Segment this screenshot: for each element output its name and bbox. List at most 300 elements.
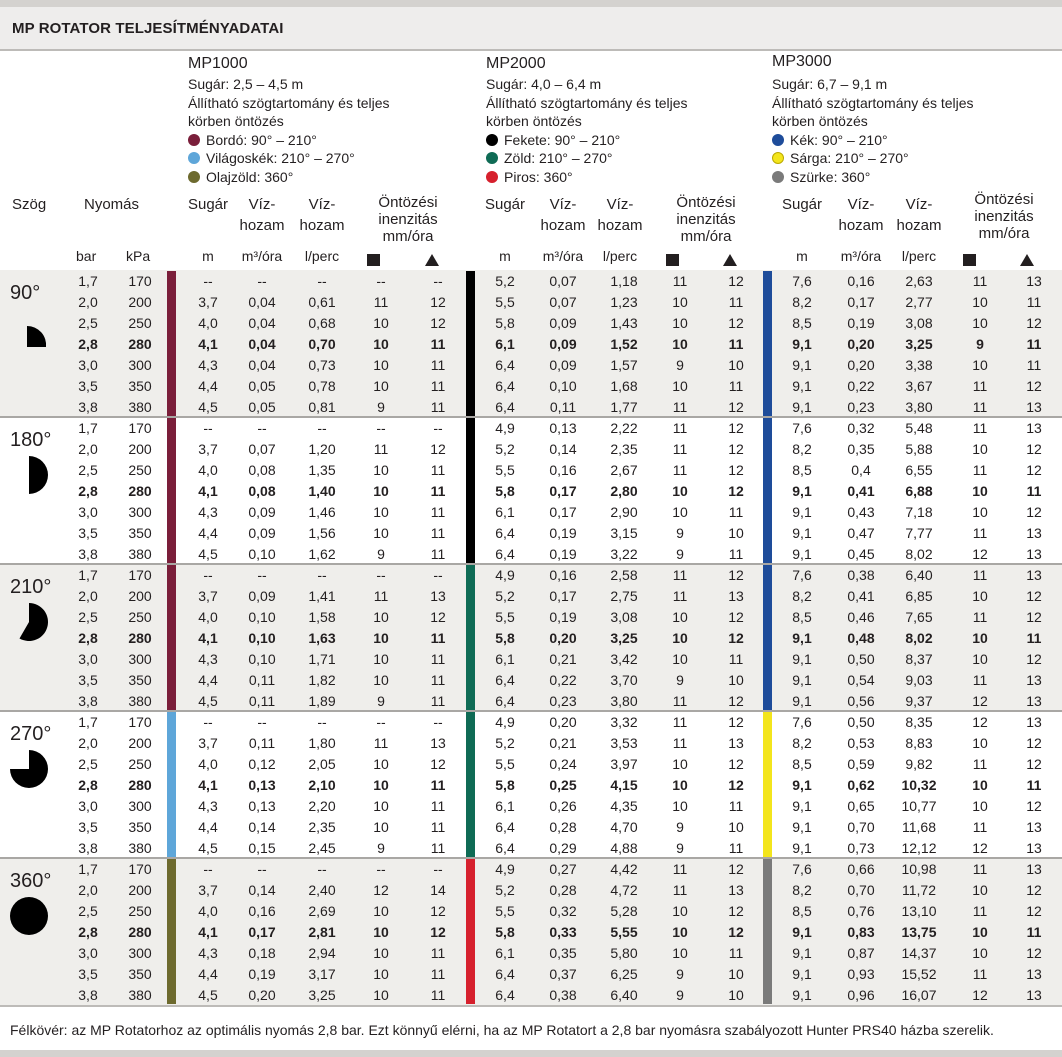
table-cell: 300 xyxy=(128,504,152,520)
table-cell: 4,1 xyxy=(198,336,218,352)
table-cell: 3,42 xyxy=(610,651,638,667)
table-cell: 10 xyxy=(672,651,688,667)
table-cell: 2,8 xyxy=(78,630,98,646)
table-cell: 11 xyxy=(972,861,988,877)
table-cell: -- xyxy=(257,861,267,877)
table-cell: 0,07 xyxy=(549,294,577,310)
nozzle-legend-item xyxy=(486,149,688,168)
table-cell: 0,19 xyxy=(549,525,577,541)
table-cell: 8,5 xyxy=(792,756,812,772)
table-cell: 0,17 xyxy=(549,504,577,520)
table-cell: 0,14 xyxy=(549,441,577,457)
table-cell: 11 xyxy=(430,483,446,499)
table-cell: 10 xyxy=(672,777,688,793)
spray-angle-180-icon xyxy=(9,455,49,495)
table-cell: 4,9 xyxy=(495,420,515,436)
table-cell: 11 xyxy=(672,735,688,751)
table-cell: -- xyxy=(433,861,443,877)
table-cell: 0,17 xyxy=(248,924,276,940)
table-cell: 1,20 xyxy=(308,441,336,457)
table-cell: 10 xyxy=(373,462,389,478)
table-cell: 3,5 xyxy=(78,819,98,835)
table-cell: 10,98 xyxy=(901,861,937,877)
table-cell: 1,41 xyxy=(308,588,336,604)
table-cell: 12,12 xyxy=(901,840,937,856)
header-flow-m3h: Víz- xyxy=(248,196,276,213)
table-cell: 11 xyxy=(430,987,446,1003)
table-cell: 3,08 xyxy=(905,315,933,331)
table-cell: 6,55 xyxy=(905,462,933,478)
table-cell: 12 xyxy=(430,294,446,310)
table-cell: 11 xyxy=(430,546,446,562)
nozzle-legend-item xyxy=(772,131,974,150)
table-cell: 12 xyxy=(430,756,446,772)
table-cell: 6,4 xyxy=(495,378,515,394)
table-cell: 12 xyxy=(1026,756,1042,772)
table-cell: 0,20 xyxy=(248,987,276,1003)
table-cell: 4,5 xyxy=(198,546,218,562)
table-cell: 170 xyxy=(128,420,152,436)
table-cell: 0,09 xyxy=(248,504,276,520)
nozzle-color-bar xyxy=(466,418,475,563)
table-cell: 13 xyxy=(1026,672,1042,688)
table-cell: 10 xyxy=(373,315,389,331)
table-cell: 13 xyxy=(1026,399,1042,415)
table-cell: 4,9 xyxy=(495,861,515,877)
nozzle-color-bar xyxy=(466,712,475,857)
table-cell: 1,7 xyxy=(78,420,98,436)
top-decor-bar xyxy=(0,0,1062,7)
table-cell: 0,10 xyxy=(248,546,276,562)
color-dot-icon xyxy=(486,171,498,183)
table-cell: 10 xyxy=(373,819,389,835)
table-cell: 9 xyxy=(377,546,385,562)
table-cell: 9,1 xyxy=(792,357,812,373)
table-cell: 3,53 xyxy=(610,735,638,751)
angle-label: 180° xyxy=(10,429,52,451)
table-cell: 11 xyxy=(972,462,988,478)
table-cell: 0,46 xyxy=(847,609,875,625)
table-cell: 10 xyxy=(672,924,688,940)
table-cell: 11 xyxy=(728,546,744,562)
table-cell: 10 xyxy=(728,357,744,373)
table-cell: 3,32 xyxy=(610,714,638,730)
table-cell: 12 xyxy=(972,693,988,709)
triangle-spacing-icon xyxy=(723,254,737,266)
table-cell: 0,10 xyxy=(248,609,276,625)
table-cell: 4,4 xyxy=(198,525,218,541)
table-cell: 13 xyxy=(1026,987,1042,1003)
table-cell: 0,11 xyxy=(248,735,276,751)
table-cell: 10,32 xyxy=(901,777,937,793)
unit-m: m xyxy=(499,248,511,264)
table-cell: 6,1 xyxy=(495,336,515,352)
table-cell: 3,5 xyxy=(78,672,98,688)
table-cell: 9 xyxy=(377,840,385,856)
table-cell: 8,2 xyxy=(792,882,812,898)
table-cell: 5,55 xyxy=(610,924,638,940)
table-cell: 13 xyxy=(430,735,446,751)
table-cell: 0,18 xyxy=(248,945,276,961)
nozzle-legend-item xyxy=(188,131,390,150)
table-cell: 10 xyxy=(728,525,744,541)
table-cell: 6,25 xyxy=(610,966,638,982)
table-cell: 280 xyxy=(128,336,152,352)
table-cell: 7,65 xyxy=(905,609,933,625)
table-cell: 8,2 xyxy=(792,735,812,751)
table-cell: 10 xyxy=(373,525,389,541)
table-cell: 7,6 xyxy=(792,420,812,436)
angle-label: 270° xyxy=(10,723,52,745)
table-cell: 0,17 xyxy=(549,483,577,499)
table-cell: 0,62 xyxy=(847,777,875,793)
table-cell: 1,57 xyxy=(610,357,638,373)
table-cell: 0,09 xyxy=(248,525,276,541)
table-cell: 0,73 xyxy=(847,840,875,856)
table-cell: 8,37 xyxy=(905,651,933,667)
model-radius: Sugár: 4,0 – 6,4 m xyxy=(486,76,602,92)
header-flow-lpm: hozam xyxy=(597,217,643,234)
table-cell: -- xyxy=(317,861,327,877)
table-cell: 0,50 xyxy=(847,714,875,730)
unit-lpm: l/perc xyxy=(304,248,340,264)
table-cell: 8,2 xyxy=(792,588,812,604)
table-cell: 380 xyxy=(128,399,152,415)
table-cell: 10,77 xyxy=(901,798,937,814)
table-cell: 0,13 xyxy=(549,420,577,436)
table-cell: 12 xyxy=(728,903,744,919)
table-cell: 11 xyxy=(672,588,688,604)
table-cell: 4,88 xyxy=(610,840,638,856)
nozzle-color-bar xyxy=(763,565,772,710)
table-cell: 10 xyxy=(373,357,389,373)
table-cell: 12 xyxy=(1026,798,1042,814)
color-dot-icon xyxy=(486,152,498,164)
table-cell: 10 xyxy=(672,798,688,814)
table-cell: 1,46 xyxy=(308,504,336,520)
color-dot-icon xyxy=(188,134,200,146)
table-cell: 11 xyxy=(430,777,446,793)
table-cell: 5,5 xyxy=(495,756,515,772)
table-cell: 2,5 xyxy=(78,462,98,478)
table-cell: -- xyxy=(433,273,443,289)
table-cell: 9,1 xyxy=(792,399,812,415)
table-cell: 6,1 xyxy=(495,945,515,961)
table-cell: 4,1 xyxy=(198,777,218,793)
table-cell: 11 xyxy=(972,609,988,625)
table-cell: 5,8 xyxy=(495,777,515,793)
table-cell: 11 xyxy=(430,525,446,541)
table-cell: 9,1 xyxy=(792,336,812,352)
table-cell: -- xyxy=(433,420,443,436)
table-cell: 12 xyxy=(972,546,988,562)
table-cell: 10 xyxy=(373,777,389,793)
table-cell: 16,07 xyxy=(901,987,937,1003)
table-cell: 3,8 xyxy=(78,987,98,1003)
table-cell: 9,1 xyxy=(792,945,812,961)
table-cell: 0,05 xyxy=(248,378,276,394)
table-cell: 14,37 xyxy=(901,945,937,961)
table-cell: 1,7 xyxy=(78,567,98,583)
table-cell: 11 xyxy=(672,861,688,877)
table-cell: -- xyxy=(203,420,213,436)
table-cell: 0,61 xyxy=(308,294,336,310)
table-cell: 10 xyxy=(373,987,389,1003)
model-name: MP1000 xyxy=(188,55,248,72)
table-cell: 11 xyxy=(672,714,688,730)
table-cell: 0,08 xyxy=(248,483,276,499)
table-cell: -- xyxy=(203,861,213,877)
table-cell: 11 xyxy=(728,336,744,352)
table-cell: 9 xyxy=(676,525,684,541)
unit-m3h: m³/óra xyxy=(542,248,584,264)
header-radius: Sugár xyxy=(484,196,526,213)
table-cell: 0,37 xyxy=(549,966,577,982)
table-cell: 3,22 xyxy=(610,546,638,562)
table-cell: 12 xyxy=(1026,462,1042,478)
table-cell: 11 xyxy=(672,693,688,709)
table-cell: 4,3 xyxy=(198,504,218,520)
table-cell: -- xyxy=(257,273,267,289)
table-cell: 11 xyxy=(1026,336,1042,352)
table-cell: 2,0 xyxy=(78,294,98,310)
table-cell: 10 xyxy=(672,504,688,520)
table-cell: 10 xyxy=(728,966,744,982)
model-details xyxy=(772,75,974,186)
table-cell: 10 xyxy=(972,588,988,604)
table-cell: 0,13 xyxy=(248,798,276,814)
table-cell: 380 xyxy=(128,546,152,562)
table-cell: 9,1 xyxy=(792,672,812,688)
table-cell: 3,0 xyxy=(78,504,98,520)
table-cell: 2,8 xyxy=(78,336,98,352)
table-cell: 10 xyxy=(972,651,988,667)
table-cell: 2,5 xyxy=(78,903,98,919)
table-cell: 0,21 xyxy=(549,651,577,667)
table-cell: 5,80 xyxy=(610,945,638,961)
nozzle-color-bar xyxy=(763,418,772,563)
header-radius: Sugár xyxy=(781,196,823,213)
table-cell: 4,9 xyxy=(495,567,515,583)
table-cell: 1,58 xyxy=(308,609,336,625)
table-cell: 3,15 xyxy=(610,525,638,541)
table-cell: 250 xyxy=(128,462,152,478)
table-cell: 12 xyxy=(728,693,744,709)
nozzle-legend-item xyxy=(486,131,688,150)
table-cell: 11 xyxy=(430,798,446,814)
table-cell: 0,23 xyxy=(847,399,875,415)
table-cell: 250 xyxy=(128,756,152,772)
table-cell: 0,11 xyxy=(549,399,577,415)
table-cell: 170 xyxy=(128,714,152,730)
table-cell: 2,0 xyxy=(78,882,98,898)
table-cell: 10 xyxy=(972,777,988,793)
table-cell: 3,70 xyxy=(610,672,638,688)
table-cell: 0,96 xyxy=(847,987,875,1003)
table-cell: -- xyxy=(317,714,327,730)
table-cell: 4,1 xyxy=(198,630,218,646)
table-cell: 12 xyxy=(1026,504,1042,520)
table-cell: 11 xyxy=(672,399,688,415)
table-cell: 9 xyxy=(377,399,385,415)
table-cell: 1,35 xyxy=(308,462,336,478)
table-cell: 11 xyxy=(430,840,446,856)
table-cell: 10 xyxy=(672,294,688,310)
table-cell: 12 xyxy=(1026,903,1042,919)
table-cell: 6,40 xyxy=(905,567,933,583)
table-cell: 0,54 xyxy=(847,672,875,688)
table-cell: 0,45 xyxy=(847,546,875,562)
table-cell: 13 xyxy=(1026,525,1042,541)
table-cell: 2,63 xyxy=(905,273,933,289)
table-cell: 0,43 xyxy=(847,504,875,520)
table-cell: 0,17 xyxy=(847,294,875,310)
header-flow-m3h: Víz- xyxy=(847,196,875,213)
nozzle-legend-item xyxy=(188,168,390,187)
spray-angle-90-icon xyxy=(9,308,49,348)
table-cell: 13 xyxy=(1026,819,1042,835)
color-dot-icon xyxy=(772,171,784,183)
table-cell: 11 xyxy=(430,966,446,982)
table-cell: 5,2 xyxy=(495,441,515,457)
table-cell: 9,1 xyxy=(792,651,812,667)
table-cell: 1,23 xyxy=(610,294,638,310)
table-cell: 3,5 xyxy=(78,966,98,982)
table-cell: 2,90 xyxy=(610,504,638,520)
table-cell: 3,97 xyxy=(610,756,638,772)
table-cell: 9,1 xyxy=(792,693,812,709)
header-flow-lpm: Víz- xyxy=(905,196,933,213)
table-cell: 9,1 xyxy=(792,840,812,856)
nozzle-color-bar xyxy=(167,712,176,857)
table-cell: 12 xyxy=(1026,882,1042,898)
table-cell: 3,7 xyxy=(198,294,218,310)
model-radius: Sugár: 6,7 – 9,1 m xyxy=(772,76,888,92)
table-cell: 0,20 xyxy=(549,630,577,646)
table-cell: 5,8 xyxy=(495,630,515,646)
table-cell: 300 xyxy=(128,798,152,814)
table-cell: 5,8 xyxy=(495,483,515,499)
table-cell: 2,35 xyxy=(308,819,336,835)
table-cell: 0,4 xyxy=(851,462,871,478)
table-cell: 0,09 xyxy=(549,357,577,373)
table-cell: 6,1 xyxy=(495,651,515,667)
table-cell: 0,78 xyxy=(308,378,336,394)
nozzle-legend-item xyxy=(486,168,688,187)
table-cell: 0,19 xyxy=(549,546,577,562)
table-cell: 0,29 xyxy=(549,840,577,856)
table-cell: -- xyxy=(433,714,443,730)
table-cell: 12 xyxy=(728,315,744,331)
table-cell: 12 xyxy=(1026,735,1042,751)
model-radius: Sugár: 2,5 – 4,5 m xyxy=(188,76,304,92)
table-cell: 0,73 xyxy=(308,357,336,373)
table-cell: 200 xyxy=(128,294,152,310)
table-cell: 2,0 xyxy=(78,588,98,604)
table-cell: 8,5 xyxy=(792,903,812,919)
table-cell: -- xyxy=(317,273,327,289)
table-cell: 8,2 xyxy=(792,294,812,310)
table-cell: 6,1 xyxy=(495,798,515,814)
table-cell: 9,1 xyxy=(792,504,812,520)
nozzle-color-bar xyxy=(466,859,475,1004)
nozzle-label: Zöld: 210° – 270° xyxy=(504,150,613,166)
table-cell: 6,4 xyxy=(495,840,515,856)
table-cell: 4,15 xyxy=(610,777,638,793)
table-cell: 0,50 xyxy=(847,651,875,667)
table-cell: 11 xyxy=(373,588,389,604)
table-cell: 350 xyxy=(128,378,152,394)
unit-kpa: kPa xyxy=(126,248,151,264)
model-desc-line2: körben öntözés xyxy=(772,113,868,129)
table-cell: 3,25 xyxy=(905,336,933,352)
table-cell: 11,72 xyxy=(902,882,936,898)
table-cell: 0,32 xyxy=(847,420,875,436)
table-cell: 11 xyxy=(672,441,688,457)
table-cell: 300 xyxy=(128,945,152,961)
table-cell: 5,5 xyxy=(495,462,515,478)
table-cell: 0,76 xyxy=(847,903,875,919)
model-desc-line1: Állítható szögtartomány és teljes xyxy=(486,94,688,111)
table-cell: 4,0 xyxy=(198,756,218,772)
table-cell: 0,70 xyxy=(847,882,875,898)
table-cell: 11 xyxy=(728,840,744,856)
angle-label: 90° xyxy=(10,282,41,304)
model-desc-line1: Állítható szögtartomány és teljes xyxy=(188,94,390,111)
footer-divider xyxy=(0,1005,1062,1007)
table-cell: 3,0 xyxy=(78,357,98,373)
table-cell: 2,40 xyxy=(308,882,336,898)
table-cell: 0,16 xyxy=(847,273,875,289)
table-cell: 4,5 xyxy=(198,840,218,856)
unit-m: m xyxy=(796,248,808,264)
table-cell: 9,1 xyxy=(792,378,812,394)
table-cell: 0,19 xyxy=(847,315,875,331)
table-cell: 4,9 xyxy=(495,714,515,730)
table-cell: 1,71 xyxy=(308,651,336,667)
table-cell: 3,0 xyxy=(78,945,98,961)
table-cell: 0,48 xyxy=(847,630,875,646)
table-cell: 12 xyxy=(430,609,446,625)
table-cell: 0,41 xyxy=(847,588,875,604)
table-cell: 1,63 xyxy=(308,630,336,646)
table-cell: 10 xyxy=(373,483,389,499)
table-cell: 5,2 xyxy=(495,882,515,898)
table-cell: -- xyxy=(203,273,213,289)
spray-angle-270-icon xyxy=(9,749,49,789)
table-cell: 13 xyxy=(1026,861,1042,877)
table-cell: 13 xyxy=(1026,420,1042,436)
table-cell: 0,56 xyxy=(847,693,875,709)
table-cell: 0,20 xyxy=(549,714,577,730)
table-cell: 11 xyxy=(728,651,744,667)
table-cell: 4,0 xyxy=(198,609,218,625)
table-cell: 8,2 xyxy=(792,441,812,457)
table-cell: 5,48 xyxy=(905,420,933,436)
table-cell: 3,8 xyxy=(78,693,98,709)
nozzle-color-bar xyxy=(763,271,772,416)
table-cell: 5,8 xyxy=(495,315,515,331)
table-cell: 250 xyxy=(128,609,152,625)
table-cell: 5,5 xyxy=(495,609,515,625)
table-cell: 12 xyxy=(728,399,744,415)
table-cell: 0,47 xyxy=(847,525,875,541)
header-flow-lpm: hozam xyxy=(896,217,942,234)
table-cell: 0,04 xyxy=(248,294,276,310)
table-cell: 1,68 xyxy=(610,378,638,394)
table-cell: 6,4 xyxy=(495,525,515,541)
table-cell: 3,7 xyxy=(198,588,218,604)
